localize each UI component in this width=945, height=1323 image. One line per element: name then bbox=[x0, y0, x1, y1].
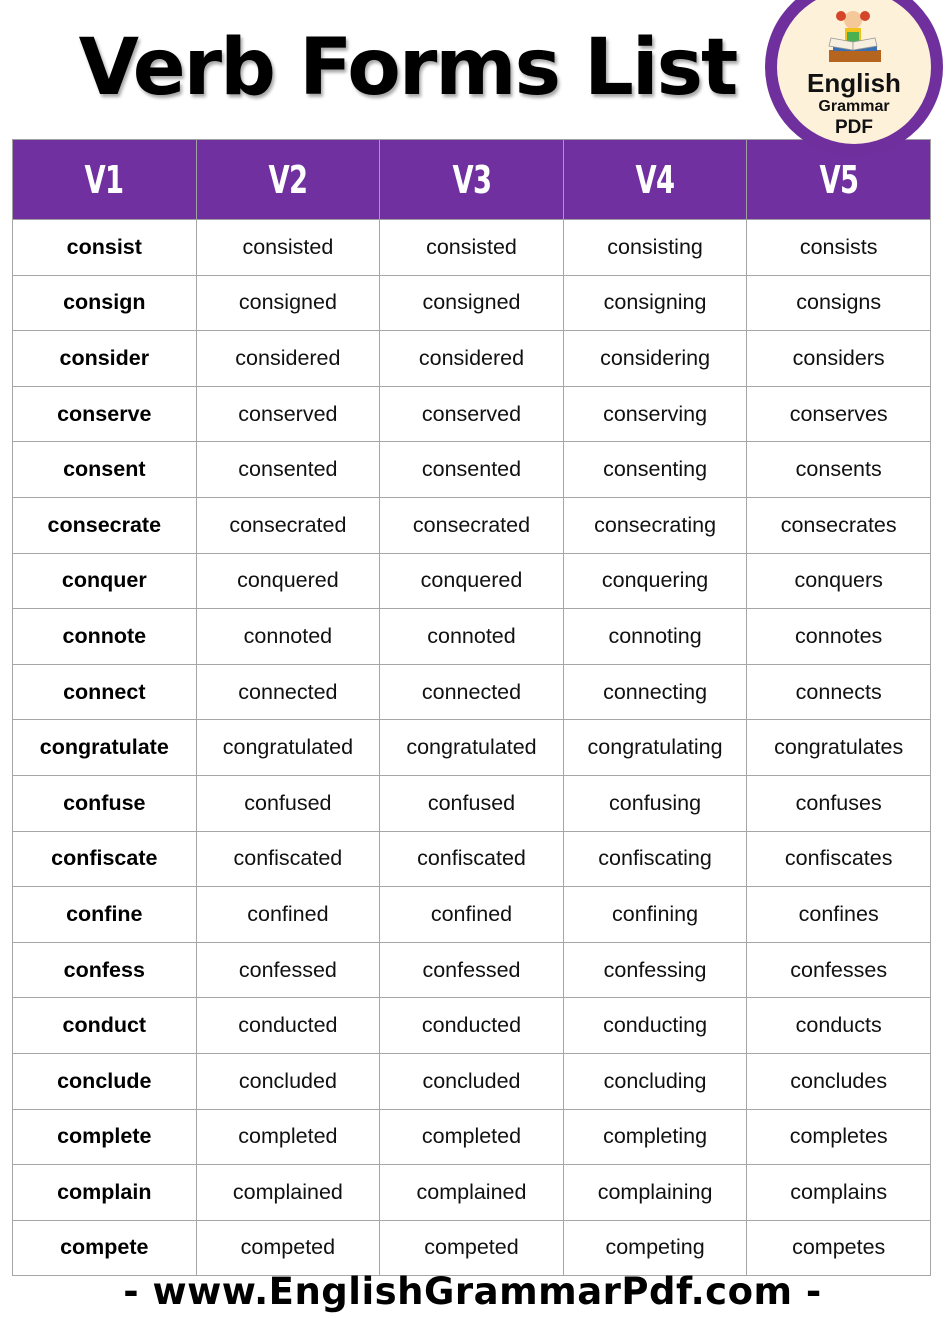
table-row bbox=[13, 497, 931, 553]
cell-v2: connected bbox=[196, 664, 380, 720]
cell-v4: conserving bbox=[563, 386, 747, 442]
cell-v1: consider bbox=[13, 331, 197, 387]
logo-badge bbox=[777, 0, 931, 144]
cell-v3: consecrated bbox=[380, 497, 564, 553]
cell-v4: conquering bbox=[563, 553, 747, 609]
cell-v5: confines bbox=[747, 887, 931, 943]
cell-v3: connected bbox=[380, 664, 564, 720]
cell-v5: connotes bbox=[747, 609, 931, 665]
cell-v5: consigns bbox=[747, 275, 931, 331]
cell-v4: competing bbox=[563, 1220, 747, 1276]
cell-v1: complain bbox=[13, 1165, 197, 1221]
cell-v3: complained bbox=[380, 1165, 564, 1221]
table-row bbox=[13, 220, 931, 276]
cell-v5: consists bbox=[747, 220, 931, 276]
cell-v5: conquers bbox=[747, 553, 931, 609]
cell-v5: connects bbox=[747, 664, 931, 720]
cell-v3: consented bbox=[380, 442, 564, 498]
cell-v4: considering bbox=[563, 331, 747, 387]
cell-v4: consecrating bbox=[563, 497, 747, 553]
english-grammar-pdf-logo bbox=[765, 0, 943, 156]
logo-text-pdf: PDF bbox=[835, 117, 873, 138]
logo-text-english: English bbox=[807, 68, 901, 98]
cell-v4: consenting bbox=[563, 442, 747, 498]
verb-forms-table bbox=[12, 139, 931, 1276]
cell-v5: completes bbox=[747, 1109, 931, 1165]
table-header-row bbox=[13, 140, 931, 220]
cell-v4: confiscating bbox=[563, 831, 747, 887]
table-row bbox=[13, 831, 931, 887]
table-row bbox=[13, 720, 931, 776]
cell-v1: complete bbox=[13, 1109, 197, 1165]
cell-v1: compete bbox=[13, 1220, 197, 1276]
cell-v3: conducted bbox=[380, 998, 564, 1054]
cell-v1: consecrate bbox=[13, 497, 197, 553]
cell-v3: completed bbox=[380, 1109, 564, 1165]
table-row bbox=[13, 1053, 931, 1109]
cell-v4: consisting bbox=[563, 220, 747, 276]
cell-v3: confiscated bbox=[380, 831, 564, 887]
cell-v4: congratulating bbox=[563, 720, 747, 776]
cell-v1: confine bbox=[13, 887, 197, 943]
cell-v2: confused bbox=[196, 775, 380, 831]
table-row bbox=[13, 998, 931, 1054]
cell-v4: complaining bbox=[563, 1165, 747, 1221]
cell-v1: conduct bbox=[13, 998, 197, 1054]
table-row bbox=[13, 386, 931, 442]
cell-v2: complained bbox=[196, 1165, 380, 1221]
cell-v4: concluding bbox=[563, 1053, 747, 1109]
cell-v1: connect bbox=[13, 664, 197, 720]
cell-v2: consigned bbox=[196, 275, 380, 331]
cell-v1: connote bbox=[13, 609, 197, 665]
cell-v2: connoted bbox=[196, 609, 380, 665]
cell-v1: conquer bbox=[13, 553, 197, 609]
cell-v4: confining bbox=[563, 887, 747, 943]
cell-v1: consent bbox=[13, 442, 197, 498]
table-row bbox=[13, 1220, 931, 1276]
cell-v1: consign bbox=[13, 275, 197, 331]
table-row bbox=[13, 887, 931, 943]
cell-v2: confiscated bbox=[196, 831, 380, 887]
cell-v5: congratulates bbox=[747, 720, 931, 776]
website-footer: - www.EnglishGrammarPdf.com - bbox=[123, 1270, 822, 1313]
column-header-v1: V1 bbox=[13, 140, 197, 220]
cell-v2: consisted bbox=[196, 220, 380, 276]
cell-v4: connoting bbox=[563, 609, 747, 665]
cell-v3: confused bbox=[380, 775, 564, 831]
table-row bbox=[13, 275, 931, 331]
logo-text-grammar: Grammar bbox=[818, 98, 890, 115]
cell-v5: confiscates bbox=[747, 831, 931, 887]
table-row bbox=[13, 942, 931, 998]
cell-v3: consigned bbox=[380, 275, 564, 331]
cell-v2: competed bbox=[196, 1220, 380, 1276]
cell-v2: conducted bbox=[196, 998, 380, 1054]
cell-v4: connecting bbox=[563, 664, 747, 720]
cell-v2: conquered bbox=[196, 553, 380, 609]
cell-v5: complains bbox=[747, 1165, 931, 1221]
cell-v5: competes bbox=[747, 1220, 931, 1276]
cell-v4: confusing bbox=[563, 775, 747, 831]
cell-v5: concludes bbox=[747, 1053, 931, 1109]
cell-v3: competed bbox=[380, 1220, 564, 1276]
table-row bbox=[13, 331, 931, 387]
cell-v3: conquered bbox=[380, 553, 564, 609]
cell-v5: consecrates bbox=[747, 497, 931, 553]
cell-v1: congratulate bbox=[13, 720, 197, 776]
table-row bbox=[13, 553, 931, 609]
column-header-v4: V4 bbox=[563, 140, 747, 220]
girl-reading-icon bbox=[823, 8, 887, 64]
cell-v3: considered bbox=[380, 331, 564, 387]
cell-v2: completed bbox=[196, 1109, 380, 1165]
table-body bbox=[13, 220, 931, 1276]
cell-v2: congratulated bbox=[196, 720, 380, 776]
cell-v1: confess bbox=[13, 942, 197, 998]
table-row bbox=[13, 775, 931, 831]
cell-v3: confessed bbox=[380, 942, 564, 998]
table-row bbox=[13, 1165, 931, 1221]
cell-v2: considered bbox=[196, 331, 380, 387]
cell-v3: confined bbox=[380, 887, 564, 943]
cell-v4: completing bbox=[563, 1109, 747, 1165]
cell-v1: conclude bbox=[13, 1053, 197, 1109]
column-header-v3: V3 bbox=[380, 140, 564, 220]
cell-v4: conducting bbox=[563, 998, 747, 1054]
table-row bbox=[13, 442, 931, 498]
page-title: Verb Forms List bbox=[78, 23, 737, 113]
cell-v5: consents bbox=[747, 442, 931, 498]
table-row bbox=[13, 609, 931, 665]
table-row bbox=[13, 1109, 931, 1165]
cell-v1: consist bbox=[13, 220, 197, 276]
cell-v5: conducts bbox=[747, 998, 931, 1054]
cell-v2: consecrated bbox=[196, 497, 380, 553]
column-header-v5: V5 bbox=[747, 140, 931, 220]
cell-v1: conserve bbox=[13, 386, 197, 442]
column-header-v2: V2 bbox=[196, 140, 380, 220]
cell-v5: considers bbox=[747, 331, 931, 387]
cell-v2: confessed bbox=[196, 942, 380, 998]
cell-v1: confuse bbox=[13, 775, 197, 831]
cell-v4: consigning bbox=[563, 275, 747, 331]
cell-v4: confessing bbox=[563, 942, 747, 998]
cell-v2: consented bbox=[196, 442, 380, 498]
cell-v3: concluded bbox=[380, 1053, 564, 1109]
cell-v2: confined bbox=[196, 887, 380, 943]
table-row bbox=[13, 664, 931, 720]
cell-v5: conserves bbox=[747, 386, 931, 442]
cell-v2: concluded bbox=[196, 1053, 380, 1109]
cell-v2: conserved bbox=[196, 386, 380, 442]
cell-v5: confuses bbox=[747, 775, 931, 831]
cell-v3: consisted bbox=[380, 220, 564, 276]
cell-v5: confesses bbox=[747, 942, 931, 998]
cell-v3: congratulated bbox=[380, 720, 564, 776]
cell-v3: connoted bbox=[380, 609, 564, 665]
cell-v3: conserved bbox=[380, 386, 564, 442]
cell-v1: confiscate bbox=[13, 831, 197, 887]
